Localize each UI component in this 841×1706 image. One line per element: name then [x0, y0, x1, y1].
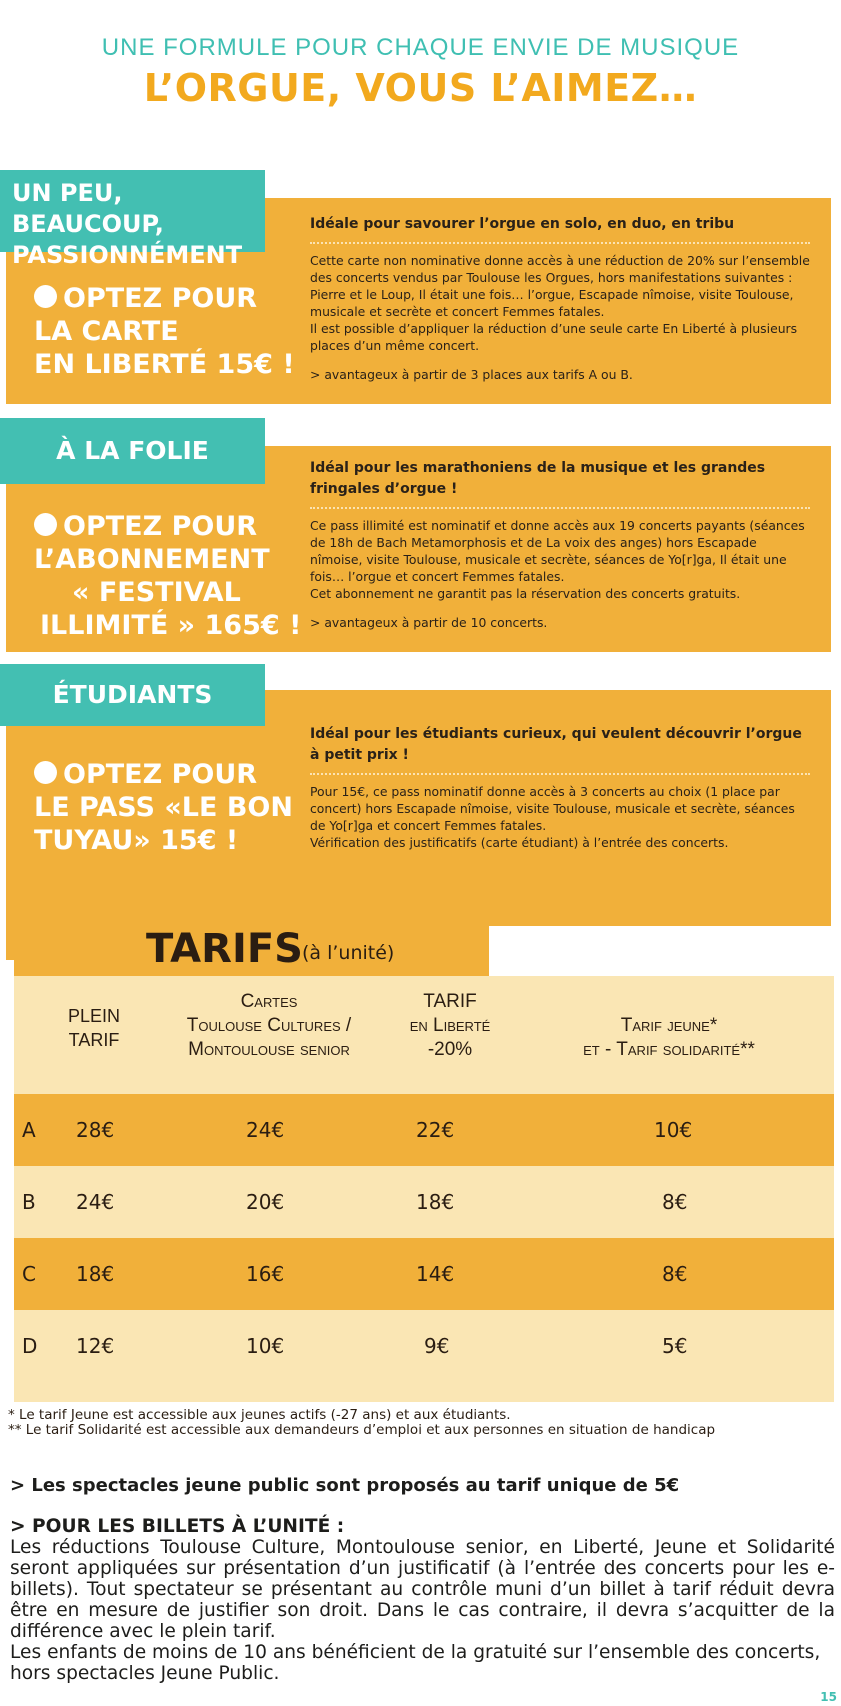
- offer-tag: UN PEU, BEAUCOUP, PASSIONNÉMENT: [0, 170, 265, 252]
- col-cartes: Cartes Toulouse Cultures / Montoulouse senior: [186, 991, 352, 1060]
- table-header-row: [14, 976, 834, 1076]
- jeune-public-note: > Les spectacles jeune public sont proposés au tarif unique de 5€: [10, 1475, 680, 1496]
- offer-option: OPTEZ POUR L’ABONNEMENT « FESTIVAL ILLIMITÉ » 165€ !: [34, 511, 302, 641]
- tarifs-body: [14, 976, 834, 1402]
- section-kicker: UNE FORMULE POUR CHAQUE ENVIE DE MUSIQUE: [101, 34, 740, 61]
- table-row: A 28€ 24€ 22€ 10€: [14, 1094, 834, 1166]
- page-title: L’ORGUE, VOUS L’AIMEZ…: [143, 66, 698, 110]
- bullet-dot-icon: [34, 513, 57, 536]
- table-row: D 12€ 10€ 9€ 5€: [14, 1310, 834, 1382]
- table-row: B 24€ 20€ 18€ 8€: [14, 1166, 834, 1238]
- table-row: C 18€ 16€ 14€ 8€: [14, 1238, 834, 1310]
- bullet-dot-icon: [34, 761, 57, 784]
- offer-pass-bon-tuyau: [0, 664, 841, 904]
- offer-abonnement-illimite: [0, 418, 841, 658]
- footnote-jeune: * Le tarif Jeune est accessible aux jeunes actifs (-27 ans) et aux étudiants.: [8, 1407, 511, 1423]
- billets-children-text: Les enfants de moins de 10 ans bénéficient de la gratuité sur l’ensemble des concerts, hors spectacles Jeune Public.: [10, 1642, 821, 1684]
- offer-option: OPTEZ POUR LA CARTE EN LIBERTÉ 15€ !: [34, 283, 295, 380]
- offer-en-liberte: [0, 170, 841, 410]
- billets-heading: > POUR LES BILLETS À L’UNITÉ :: [10, 1516, 345, 1537]
- col-liberte: TARIF en Liberté -20%: [409, 991, 491, 1060]
- tarifs-title: TARIFS: [146, 926, 303, 972]
- tarifs-subtitle: (à l’unité): [302, 942, 395, 964]
- billets-section: [10, 1516, 835, 1684]
- col-jeune: Tarif jeune* et - Tarif solidarité**: [583, 1015, 755, 1060]
- dotted-divider: [310, 773, 810, 775]
- footnotes: [8, 1408, 838, 1438]
- dotted-divider: [310, 242, 810, 244]
- offer-tag: À LA FOLIE: [0, 418, 265, 484]
- page-number: 15: [820, 1690, 837, 1704]
- offer-tag: ÉTUDIANTS: [0, 664, 265, 726]
- tarifs-header: [14, 922, 489, 976]
- offer-description: Idéale pour savourer l’orgue en solo, en duo, en tribu Cette carte non nominative donne accès à une réduction de 20% sur l’ensemble des concerts vendus par Toulouse les Orgues, hors manifestations suivantes : Pierre et le Loup, Il était une fois… l’orgue, Escapade nîmoise, visite Toulouse, musicale et secrète et concert Femmes fatales. Il est possible d’appliquer la réduction d’une seule carte En Liberté à plusieurs places d’un même concert. > avantageux à partir de 3 places aux tarifs A ou B.: [310, 216, 810, 382]
- billets-text: Les réductions Toulouse Culture, Montoulouse senior, en Liberté, Jeune et Solidarité seront appliquées sur présentation d’un justificatif (à l’entrée des concerts pour les e-billets). Tout spectateur se présentant au contrôle muni d’un billet à tarif réduit devra être en mesure de justifier son droit. Dans le cas contraire, il devra s’acquitter de la différence avec le plein tarif.: [10, 1537, 835, 1642]
- offer-description: Idéal pour les marathoniens de la musique et les grandes fringales d’orgue ! Ce pass illimité est nominatif et donne accès aux 19 concerts payants (séances de 18h de Bach Metamorphosis et de La voix des anges) hors Escapade nîmoise, visite Toulouse, musicale et secrète, séances de Yo[r]ga, Il était une fois… l’orgue et concert Femmes fatales. Cet abonnement ne garantit pas la réservation des concerts gratuits. > avantageux à partir de 10 concerts.: [310, 458, 810, 631]
- footnote-solidarite: ** Le tarif Solidarité est accessible aux demandeurs d’emploi et aux personnes en situation de handicap: [8, 1422, 716, 1438]
- bullet-dot-icon: [34, 285, 57, 308]
- offer-description: Idéal pour les étudiants curieux, qui veulent découvrir l’orgue à petit prix ! Pour 15€, ce pass nominatif donne accès à 3 concerts au choix (1 place par concert) hors Escapade nîmoise, visite Toulouse, musicale et secrète, séances de Yo[r]ga et concert Femmes fatales. Vérification des justificatifs (carte étudiant) à l’entrée des concerts.: [310, 724, 810, 851]
- tarifs-table: [14, 922, 834, 1402]
- col-plein-tarif: PLEIN TARIF: [67, 1006, 121, 1050]
- offer-option: OPTEZ POUR LE PASS «LE BON TUYAU» 15€ !: [34, 759, 293, 856]
- dotted-divider: [310, 507, 810, 509]
